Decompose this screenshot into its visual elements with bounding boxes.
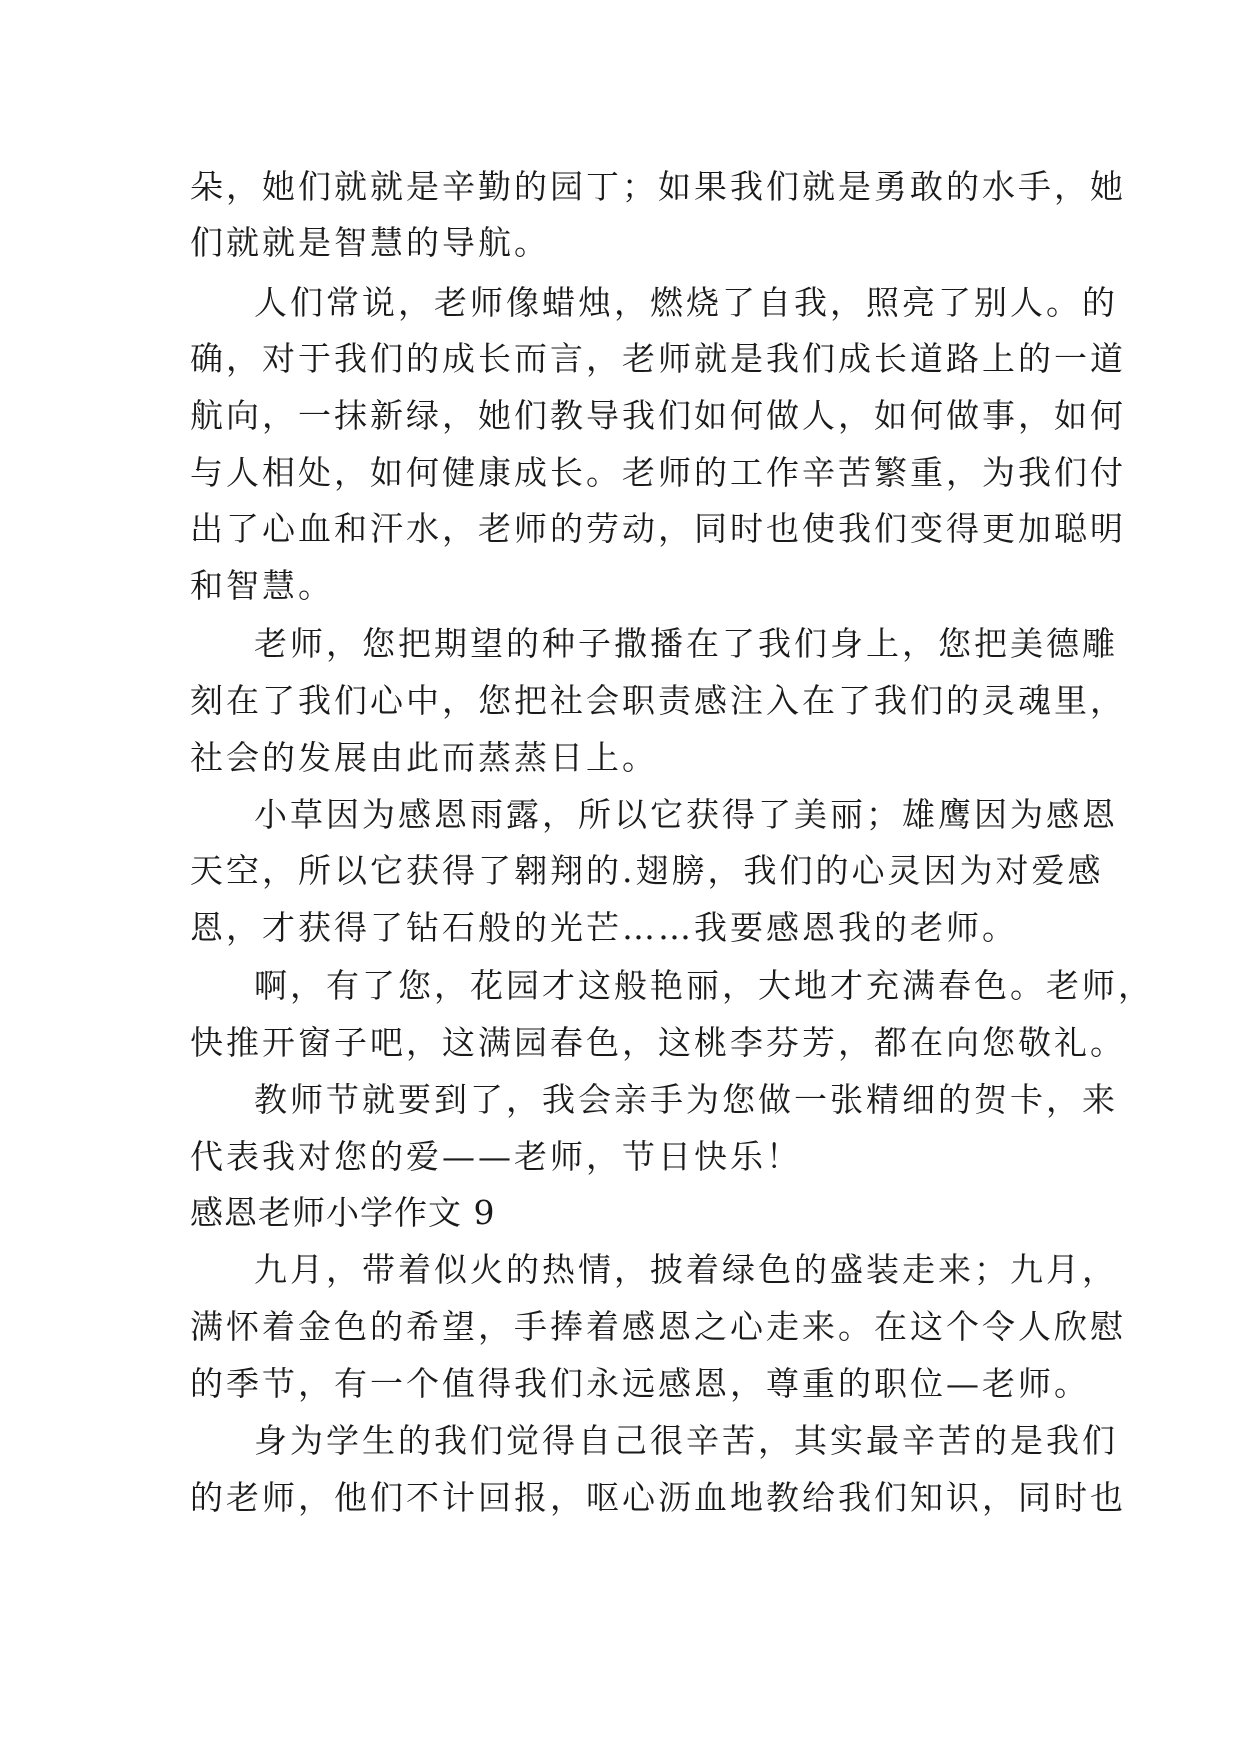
- text-line: 出了心血和汗水，老师的劳动，同时也使我们变得更加聪明: [190, 509, 1126, 548]
- paragraph-first-line: 教师节就要到了，我会亲手为您做一张精细的贺卡，来: [254, 1080, 1118, 1119]
- text-line: 天空，所以它获得了翱翔的.翅膀，我们的心灵因为对爱感: [190, 851, 1104, 890]
- text-line: 满怀着金色的希望，手捧着感恩之心走来。在这个令人欣慰: [190, 1307, 1126, 1346]
- paragraph-first-line: 老师，您把期望的种子撒播在了我们身上，您把美德雕: [254, 624, 1118, 663]
- text-line: 恩，才获得了钻石般的光芒……我要感恩我的老师。: [190, 908, 1018, 947]
- text-line: 朵，她们就就是辛勤的园丁；如果我们就是勇敢的水手，她: [190, 167, 1126, 206]
- paragraph-first-line: 九月，带着似火的热情，披着绿色的盛装走来；九月，: [254, 1250, 1118, 1289]
- text-line: 与人相处，如何健康成长。老师的工作辛苦繁重，为我们付: [190, 453, 1126, 492]
- paragraph-first-line: 小草因为感恩雨露，所以它获得了美丽；雄鹰因为感恩: [254, 795, 1118, 834]
- text-line: 快推开窗子吧，这满园春色，这桃李芬芳，都在向您敬礼。: [190, 1023, 1126, 1062]
- text-line: 和智慧。: [190, 566, 334, 605]
- text-line: 们就就是智慧的导航。: [190, 223, 550, 262]
- text-line: 社会的发展由此而蒸蒸日上。: [190, 738, 658, 777]
- text-line: 确，对于我们的成长而言，老师就是我们成长道路上的一道: [190, 339, 1126, 378]
- text-line: 航向，一抹新绿，她们教导我们如何做人，如何做事，如何: [190, 396, 1126, 435]
- text-line: 的老师，他们不计回报，呕心沥血地教给我们知识，同时也: [190, 1478, 1126, 1517]
- paragraph-first-line: 身为学生的我们觉得自己很辛苦，其实最辛苦的是我们: [254, 1421, 1118, 1460]
- paragraph-first-line: 人们常说，老师像蜡烛，燃烧了自我，照亮了别人。的: [254, 283, 1118, 322]
- section-heading: 感恩老师小学作文 9: [190, 1193, 496, 1232]
- paragraph-first-line: 啊，有了您，花园才这般艳丽，大地才充满春色。老师，: [254, 966, 1154, 1005]
- text-line: 的季节，有一个值得我们永远感恩，尊重的职位—老师。: [190, 1364, 1090, 1403]
- text-line: 代表我对您的爱——老师，节日快乐！: [190, 1137, 802, 1176]
- text-line: 刻在了我们心中，您把社会职责感注入在了我们的灵魂里，: [190, 681, 1126, 720]
